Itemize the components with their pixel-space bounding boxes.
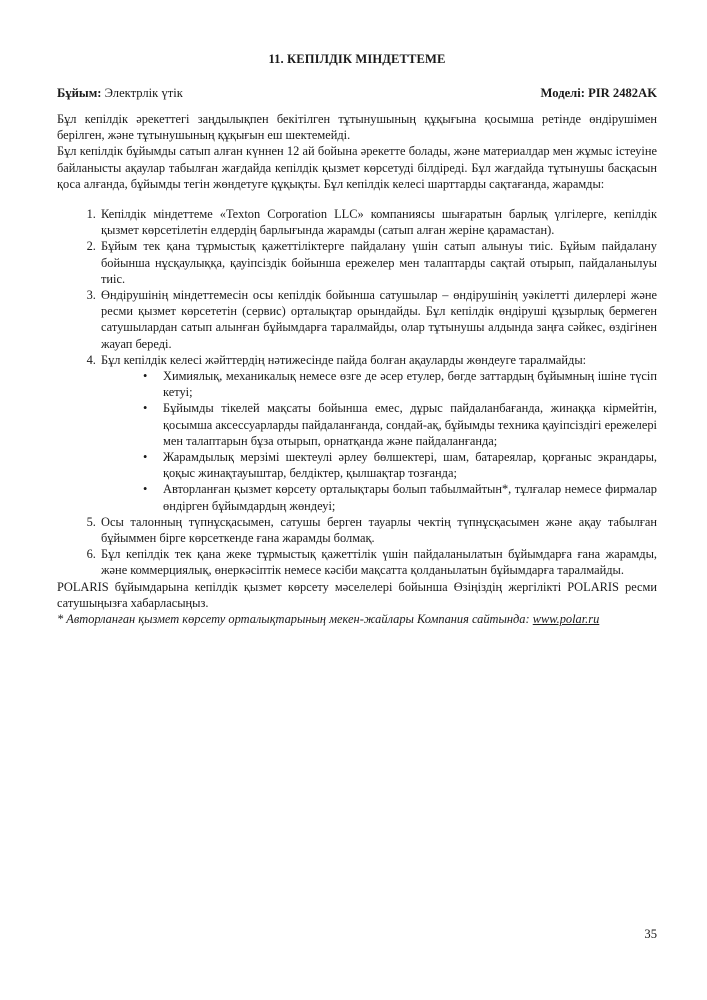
footnote-text: * Авторланған қызмет көрсету орталықтарының мекен-жайлары Компания сайтында: — [57, 612, 533, 627]
condition-text: Өндірушінің міндеттемесін осы кепілдік бойынша сатушылар – өндірушінің уәкілетті дилерлері және ресми қызмет көрсететін (сервис) орталықтар орындайды. Бұл кепілдік өндіруші құзырлық бермеген сатушылардан сатып алынған бұйымдарға таралмайды, олар тұтынушы алдында заңға сәйкес, өздігінен жауап береді. — [101, 288, 657, 351]
condition-text: Бұйым тек қана тұрмыстық қажеттіліктерге пайдалану үшін сатып алынуы тиіс. Бұйым пайдалану бойынша нұсқаулыққа, қауіпсіздік бойынша ережелер мен талаптарды сақтай отырып, пайдаланылуы тиіс. — [101, 239, 657, 286]
condition-item — [99, 206, 657, 238]
intro-paragraph: Бұл кепілдік әрекеттегі заңдылықпен бекітілген тұтынушының құқығына қосымша ретінде өндірушімен берілген, және тұтынушының құқығын еш шектемейді. — [57, 112, 657, 143]
exclusions-list — [101, 368, 657, 514]
exclusion-item — [141, 481, 657, 513]
condition-item — [99, 287, 657, 352]
condition-text: Бұл кепілдік келесі жәйттердің нәтижесінде пайда болған ақауларды жөндеуге таралмайды: — [101, 352, 587, 367]
condition-item — [99, 352, 657, 514]
condition-item — [99, 546, 657, 578]
condition-item — [99, 238, 657, 287]
bullet-icon: • — [143, 450, 148, 465]
intro-paragraph: Бұл кепілдік бұйымды сатып алған күннен 12 ай бойына әрекетте болады, және материалдар мен жұмыс істеуіне байланысты ақаулар табылған жағдайда кепілдік қызмет көрсетуді білдіреді. Бұл жағдайда тұтынушы басқасын қоса алғанда, бұйымды тегін жөндетуге құқықты. Бұл кепілдік келесі шарттарды сақтағанда, жарамды: — [57, 144, 657, 191]
footnote — [57, 611, 657, 627]
page-number: 35 — [644, 927, 657, 941]
product-value: Электрлік үтік — [101, 86, 183, 100]
exclusion-text: Бұйымды тікелей мақсаты бойынша емес, дұрыс пайдаланбағанда, жинаққа кірмейтін, қосымша аксессуарларды пайдаланғанда, сондай-ақ, бұйымды техника қауіпсіздігі ережелері мен талаптарын бұза отырып, орнатқанда және пайдаланғанда; — [163, 401, 657, 448]
bullet-icon: • — [143, 369, 148, 384]
condition-text: Кепілдік міндеттеме «Texton Corporation LLC» компаниясы шығаратын барлық үлгілерге, кепілдік қызмет көрсетілетін елдердің барлығында жарамды (сатып алған жеріне қарамастан). — [101, 207, 657, 238]
model-line — [541, 86, 657, 101]
warranty-body — [57, 111, 657, 627]
contact-paragraph: POLARIS бұйымдарына кепілдік қызмет көрсету мәселелері бойынша Өзіңіздің жергілікті POLARIS ресми сатушыңызға хабарласыңыз. — [57, 579, 657, 610]
bullet-icon: • — [143, 482, 148, 497]
exclusion-item — [141, 368, 657, 400]
exclusion-item — [141, 400, 657, 449]
exclusion-item — [141, 449, 657, 481]
condition-text: Бұл кепілдік тек қана жеке тұрмыстық қажеттілік үшін пайдаланылатын бұйымдарға ғана жарамды, және коммерциялық, өнеркәсіптік немесе кәсіби мақсатта қолданылатын бұйымдарға таралмайды. — [101, 547, 657, 578]
warranty-page — [57, 0, 657, 1000]
exclusion-text: Авторланған қызмет көрсету орталықтары болып табылмайтын*, тұлғалар немесе фирмалар өндірген бұйымдардың жөндеуі; — [163, 482, 657, 513]
condition-item — [99, 514, 657, 546]
website-link[interactable]: www.polar.ru — [532, 612, 600, 627]
model-value: PIR 2482AK — [584, 86, 657, 100]
bullet-icon: • — [143, 401, 148, 416]
model-label: Моделі: — [540, 86, 585, 100]
product-line — [57, 86, 183, 100]
product-meta — [57, 86, 657, 101]
exclusion-text: Жарамдылық мерзімі шектеулі әрлеу бөлшектері, шам, батареялар, қорғаныс экрандары, қоқыс жинақтауыштар, белдіктер, қылшақтар тозғанда; — [163, 450, 657, 481]
conditions-list — [57, 206, 657, 579]
exclusion-text: Химиялық, механикалық немесе өзге де әсер етулер, бөгде заттардың бұйымның ішіне түсіп кетуі; — [163, 369, 657, 400]
product-label: Бұйым: — [57, 86, 102, 100]
condition-text: Осы талонның түпнұсқасымен, сатушы берген тауарлы чектің түпнұсқасымен және ақау табылған бұйыммен бірге көрсеткенде ғана жарамды болмақ. — [101, 514, 657, 546]
page-title: 11. КЕПІЛДІК МІНДЕТТЕМЕ — [268, 52, 446, 66]
